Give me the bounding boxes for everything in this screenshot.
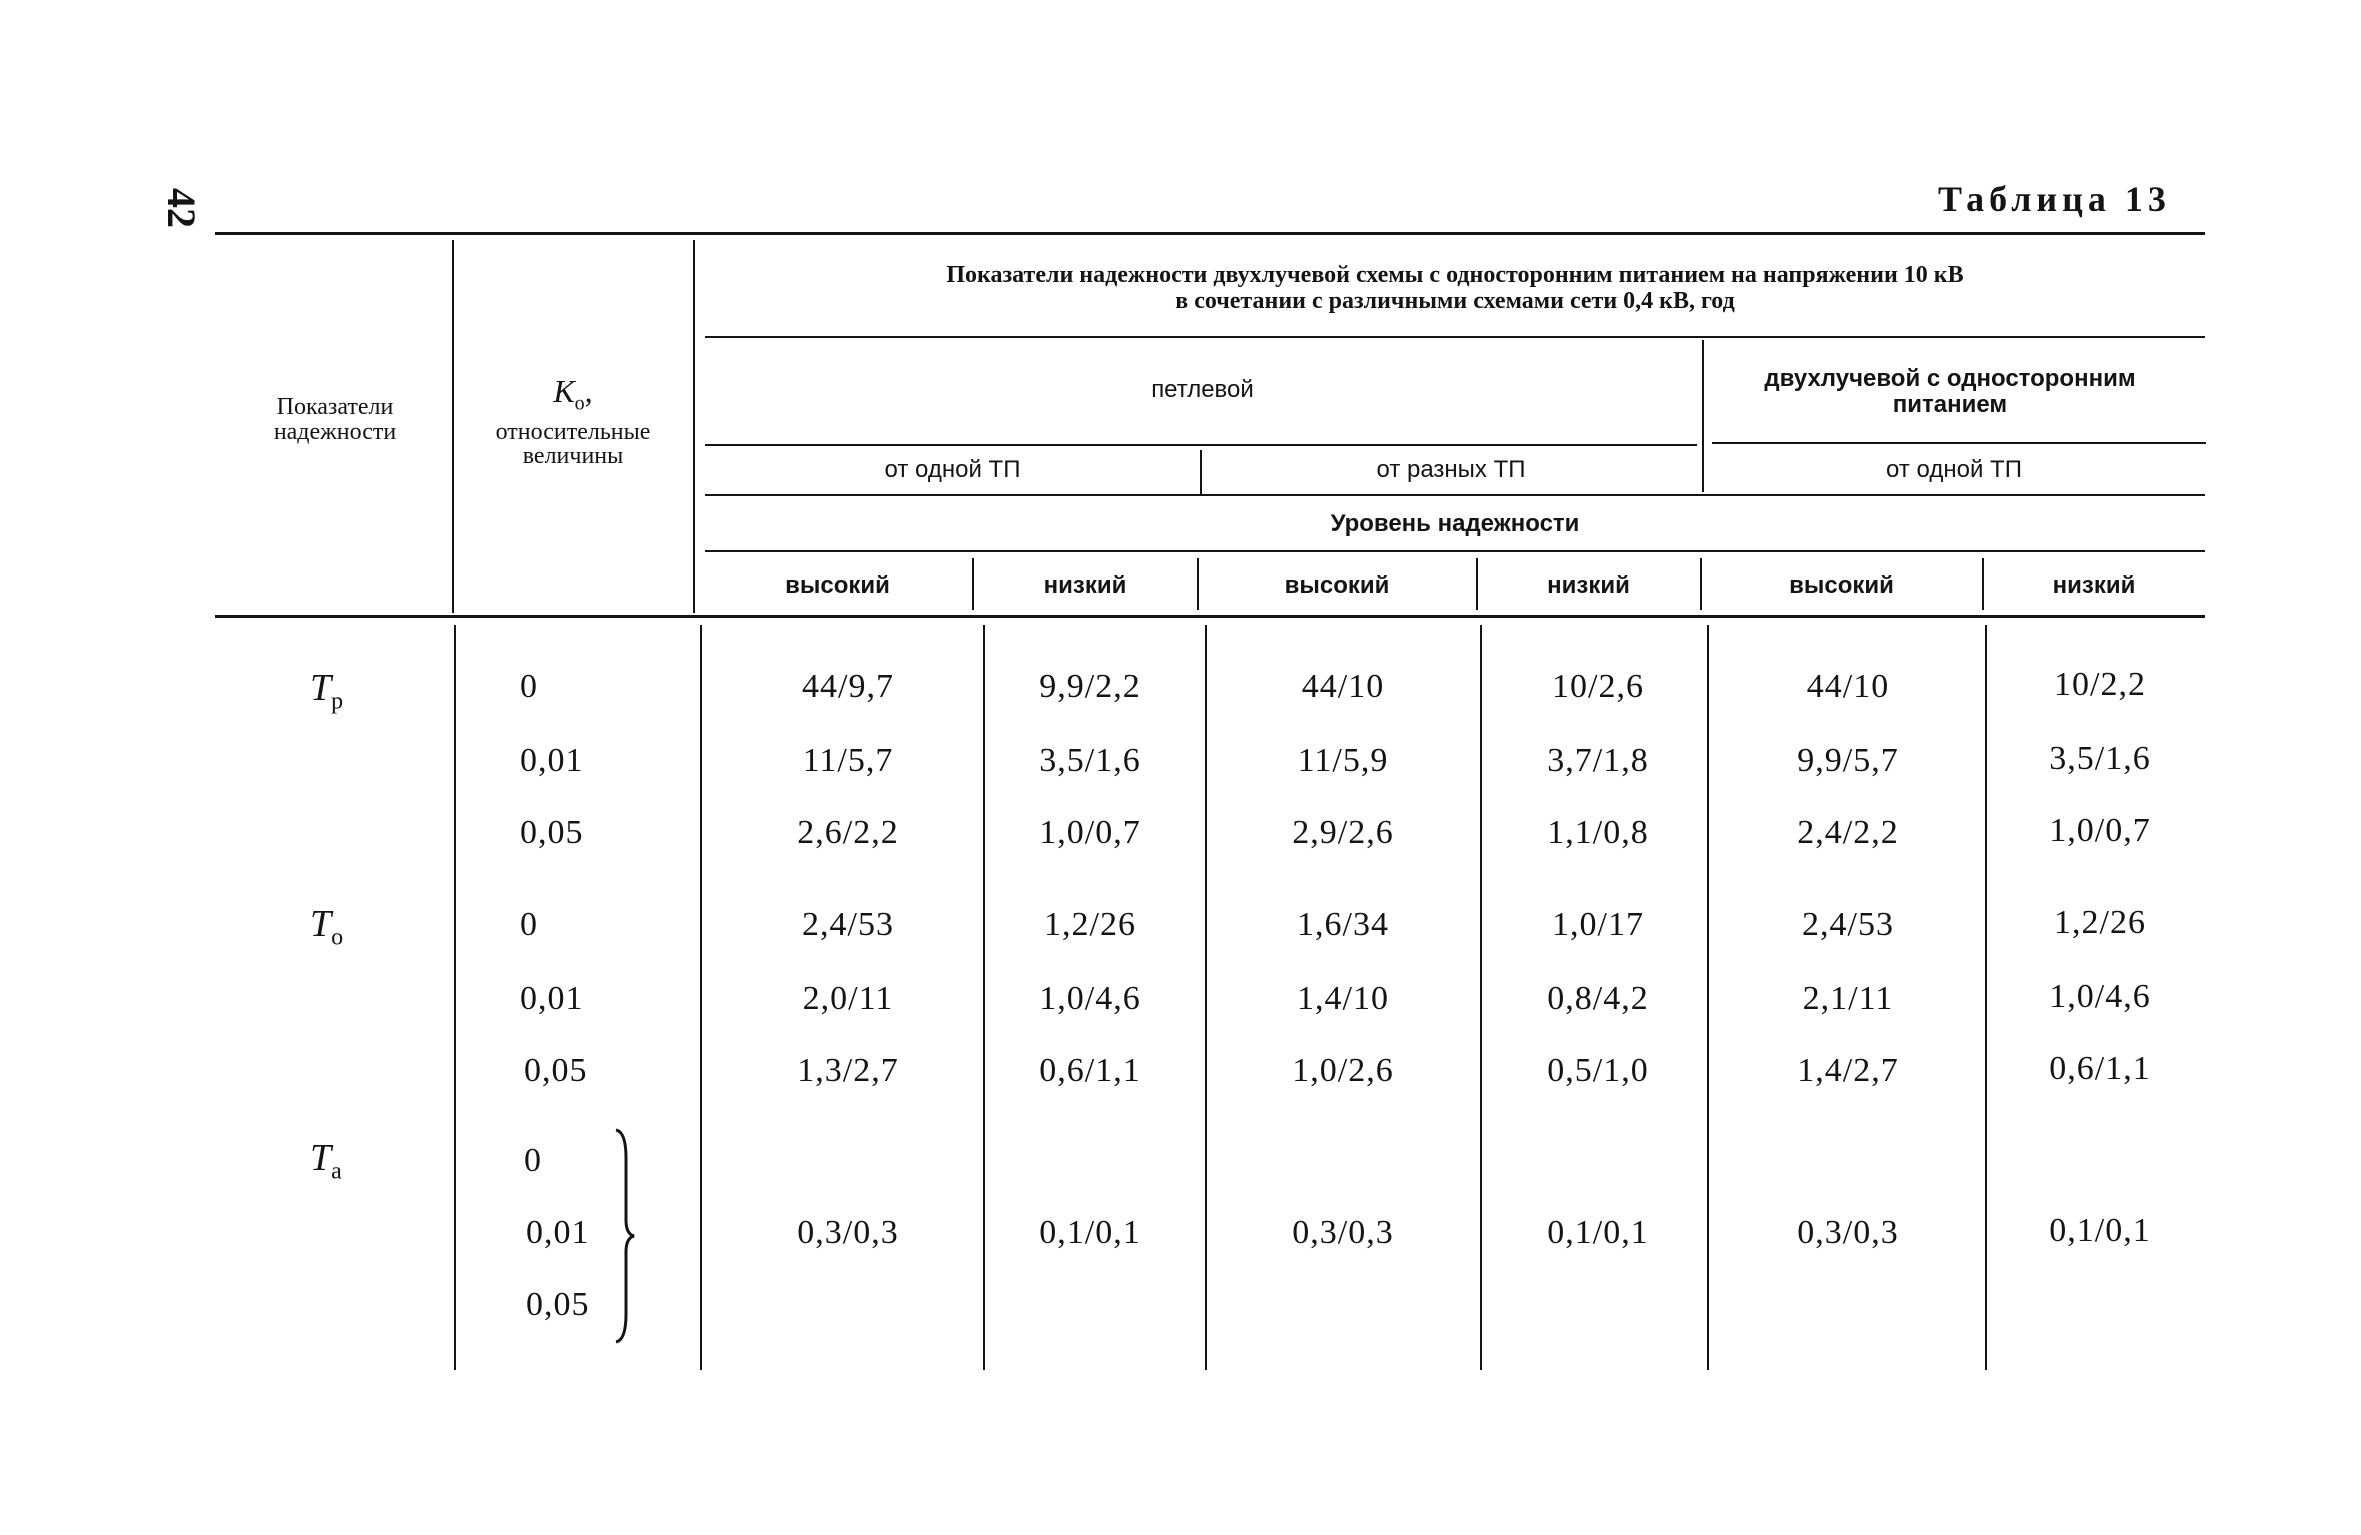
vline-header-2 xyxy=(693,240,695,613)
value-cell: 1,0/0,7 xyxy=(1039,814,1141,851)
value-cell: 0,1/0,1 xyxy=(2049,1212,2151,1249)
value-cell: 2,4/53 xyxy=(802,906,894,943)
rule-under-twobeam-group xyxy=(1712,442,2206,444)
table-title: Таблица 13 xyxy=(1938,179,2171,219)
value-cell: 3,7/1,8 xyxy=(1547,742,1649,779)
k-value: 0 xyxy=(520,668,538,705)
indicator-to: $T_о$ xyxy=(310,903,344,951)
sub-one-tp-twobeam: от одной ТП xyxy=(1886,456,2022,483)
indicator-ta: $T_а$ xyxy=(310,1137,342,1185)
k-symbol: K xyxy=(553,373,575,409)
vline-body-4 xyxy=(1205,625,1207,1370)
k-subscript: о xyxy=(574,392,585,415)
reliability-level: Уровень надежности xyxy=(1330,510,1580,537)
value-cell: 1,0/2,6 xyxy=(1292,1052,1394,1089)
value-cell: 3,5/1,6 xyxy=(2049,740,2151,777)
value-cell: 0,1/0,1 xyxy=(1039,1214,1141,1251)
vline-body-3 xyxy=(983,625,985,1370)
page-number: 42 xyxy=(159,188,204,228)
value-cell: 2,4/53 xyxy=(1802,906,1894,943)
value-cell: 1,4/2,7 xyxy=(1797,1052,1899,1089)
value-cell: 1,4/10 xyxy=(1297,980,1389,1017)
value-cell: 1,0/0,7 xyxy=(2049,812,2151,849)
value-cell: 9,9/5,7 xyxy=(1797,742,1899,779)
value-cell: 0,3/0,3 xyxy=(1292,1214,1394,1251)
value-cell: 2,0/11 xyxy=(802,980,894,1017)
value-cell: 3,5/1,6 xyxy=(1039,742,1141,779)
rule-under-tp-row xyxy=(705,494,2205,496)
sub-one-tp-loop: от одной ТП xyxy=(884,456,1021,483)
value-cell: 2,1/11 xyxy=(1802,980,1894,1017)
value-cell: 1,3/2,7 xyxy=(797,1052,899,1089)
value-cell: 0,6/1,1 xyxy=(1039,1052,1141,1089)
value-cell: 1,6/34 xyxy=(1297,906,1389,943)
k-value: 0,01 xyxy=(526,1214,590,1251)
vline-body-2 xyxy=(700,625,702,1370)
main-title-line1: Показатели надежности двухлучевой схемы с односторонним питанием на напряжении 10 кВ xyxy=(946,262,1964,288)
k-value: 0 xyxy=(520,906,538,943)
k-value: 0,01 xyxy=(520,980,584,1017)
vline-body-6 xyxy=(1707,625,1709,1370)
level-header: низкий xyxy=(1547,572,1630,599)
level-header: низкий xyxy=(2052,572,2136,599)
value-cell: 1,0/4,6 xyxy=(2049,978,2151,1015)
k-column-header: $K_о$, относительные величины xyxy=(462,374,684,468)
value-cell: 0,3/0,3 xyxy=(1797,1214,1899,1251)
group-loop: петлевой xyxy=(1151,376,1254,403)
value-cell: 1,0/17 xyxy=(1552,906,1644,943)
value-cell: 0,3/0,3 xyxy=(797,1214,899,1251)
vline-body-5 xyxy=(1480,625,1482,1370)
vline-body-7 xyxy=(1985,625,1987,1370)
group-twobeam: двухлучевой с односторонним питанием xyxy=(1764,365,2136,418)
k-value: 0 xyxy=(524,1142,542,1179)
value-cell: 9,9/2,2 xyxy=(1039,668,1141,705)
value-cell: 1,2/26 xyxy=(1044,906,1136,943)
level-header: высокий xyxy=(785,572,890,599)
rule-under-level xyxy=(705,550,2205,552)
k-value: 0,01 xyxy=(520,742,584,779)
value-cell: 2,9/2,6 xyxy=(1292,814,1394,851)
level-header: высокий xyxy=(1284,572,1390,599)
value-cell: 0,6/1,1 xyxy=(2049,1050,2151,1087)
k-value: 0,05 xyxy=(526,1286,590,1323)
k-value: 0,05 xyxy=(524,1052,588,1089)
value-cell: 0,1/0,1 xyxy=(1547,1214,1649,1251)
indicator-column-header: Показатели надежности xyxy=(273,394,397,445)
value-cell: 10/2,2 xyxy=(2054,666,2146,703)
sub-diff-tp: от разных ТП xyxy=(1376,456,1526,483)
vline-body-1 xyxy=(454,625,456,1370)
value-cell: 11/5,7 xyxy=(802,742,894,779)
value-cell: 2,6/2,2 xyxy=(797,814,899,851)
level-header: высокий xyxy=(1789,572,1894,599)
value-cell: 1,2/26 xyxy=(2054,904,2146,941)
k-description: относительные величины xyxy=(495,419,651,470)
header-bottom-rule xyxy=(215,615,2205,618)
value-cell: 0,5/1,0 xyxy=(1547,1052,1649,1089)
value-cell: 10/2,6 xyxy=(1552,668,1644,705)
value-cell: 44/10 xyxy=(1806,668,1890,705)
value-cell: 44/10 xyxy=(1301,668,1385,705)
vline-header-1 xyxy=(452,240,454,613)
rule-under-loop-group xyxy=(705,444,1697,446)
main-title-line2: в сочетании с различными схемами сети 0,4 кВ, год xyxy=(1175,288,1735,314)
value-cell: 44/9,7 xyxy=(802,668,894,705)
value-cell: 11/5,9 xyxy=(1297,742,1389,779)
value-cell: 1,1/0,8 xyxy=(1547,814,1649,851)
value-cell: 1,0/4,6 xyxy=(1039,980,1141,1017)
grouping-brace xyxy=(612,1128,642,1344)
indicator-tr: $T_р$ xyxy=(310,667,344,715)
value-cell: 2,4/2,2 xyxy=(1797,814,1899,851)
top-rule xyxy=(215,232,2205,235)
value-cell: 0,8/4,2 xyxy=(1547,980,1649,1017)
level-header: низкий xyxy=(1043,572,1127,599)
k-value: 0,05 xyxy=(520,814,584,851)
rule-under-main-title xyxy=(705,336,2205,338)
